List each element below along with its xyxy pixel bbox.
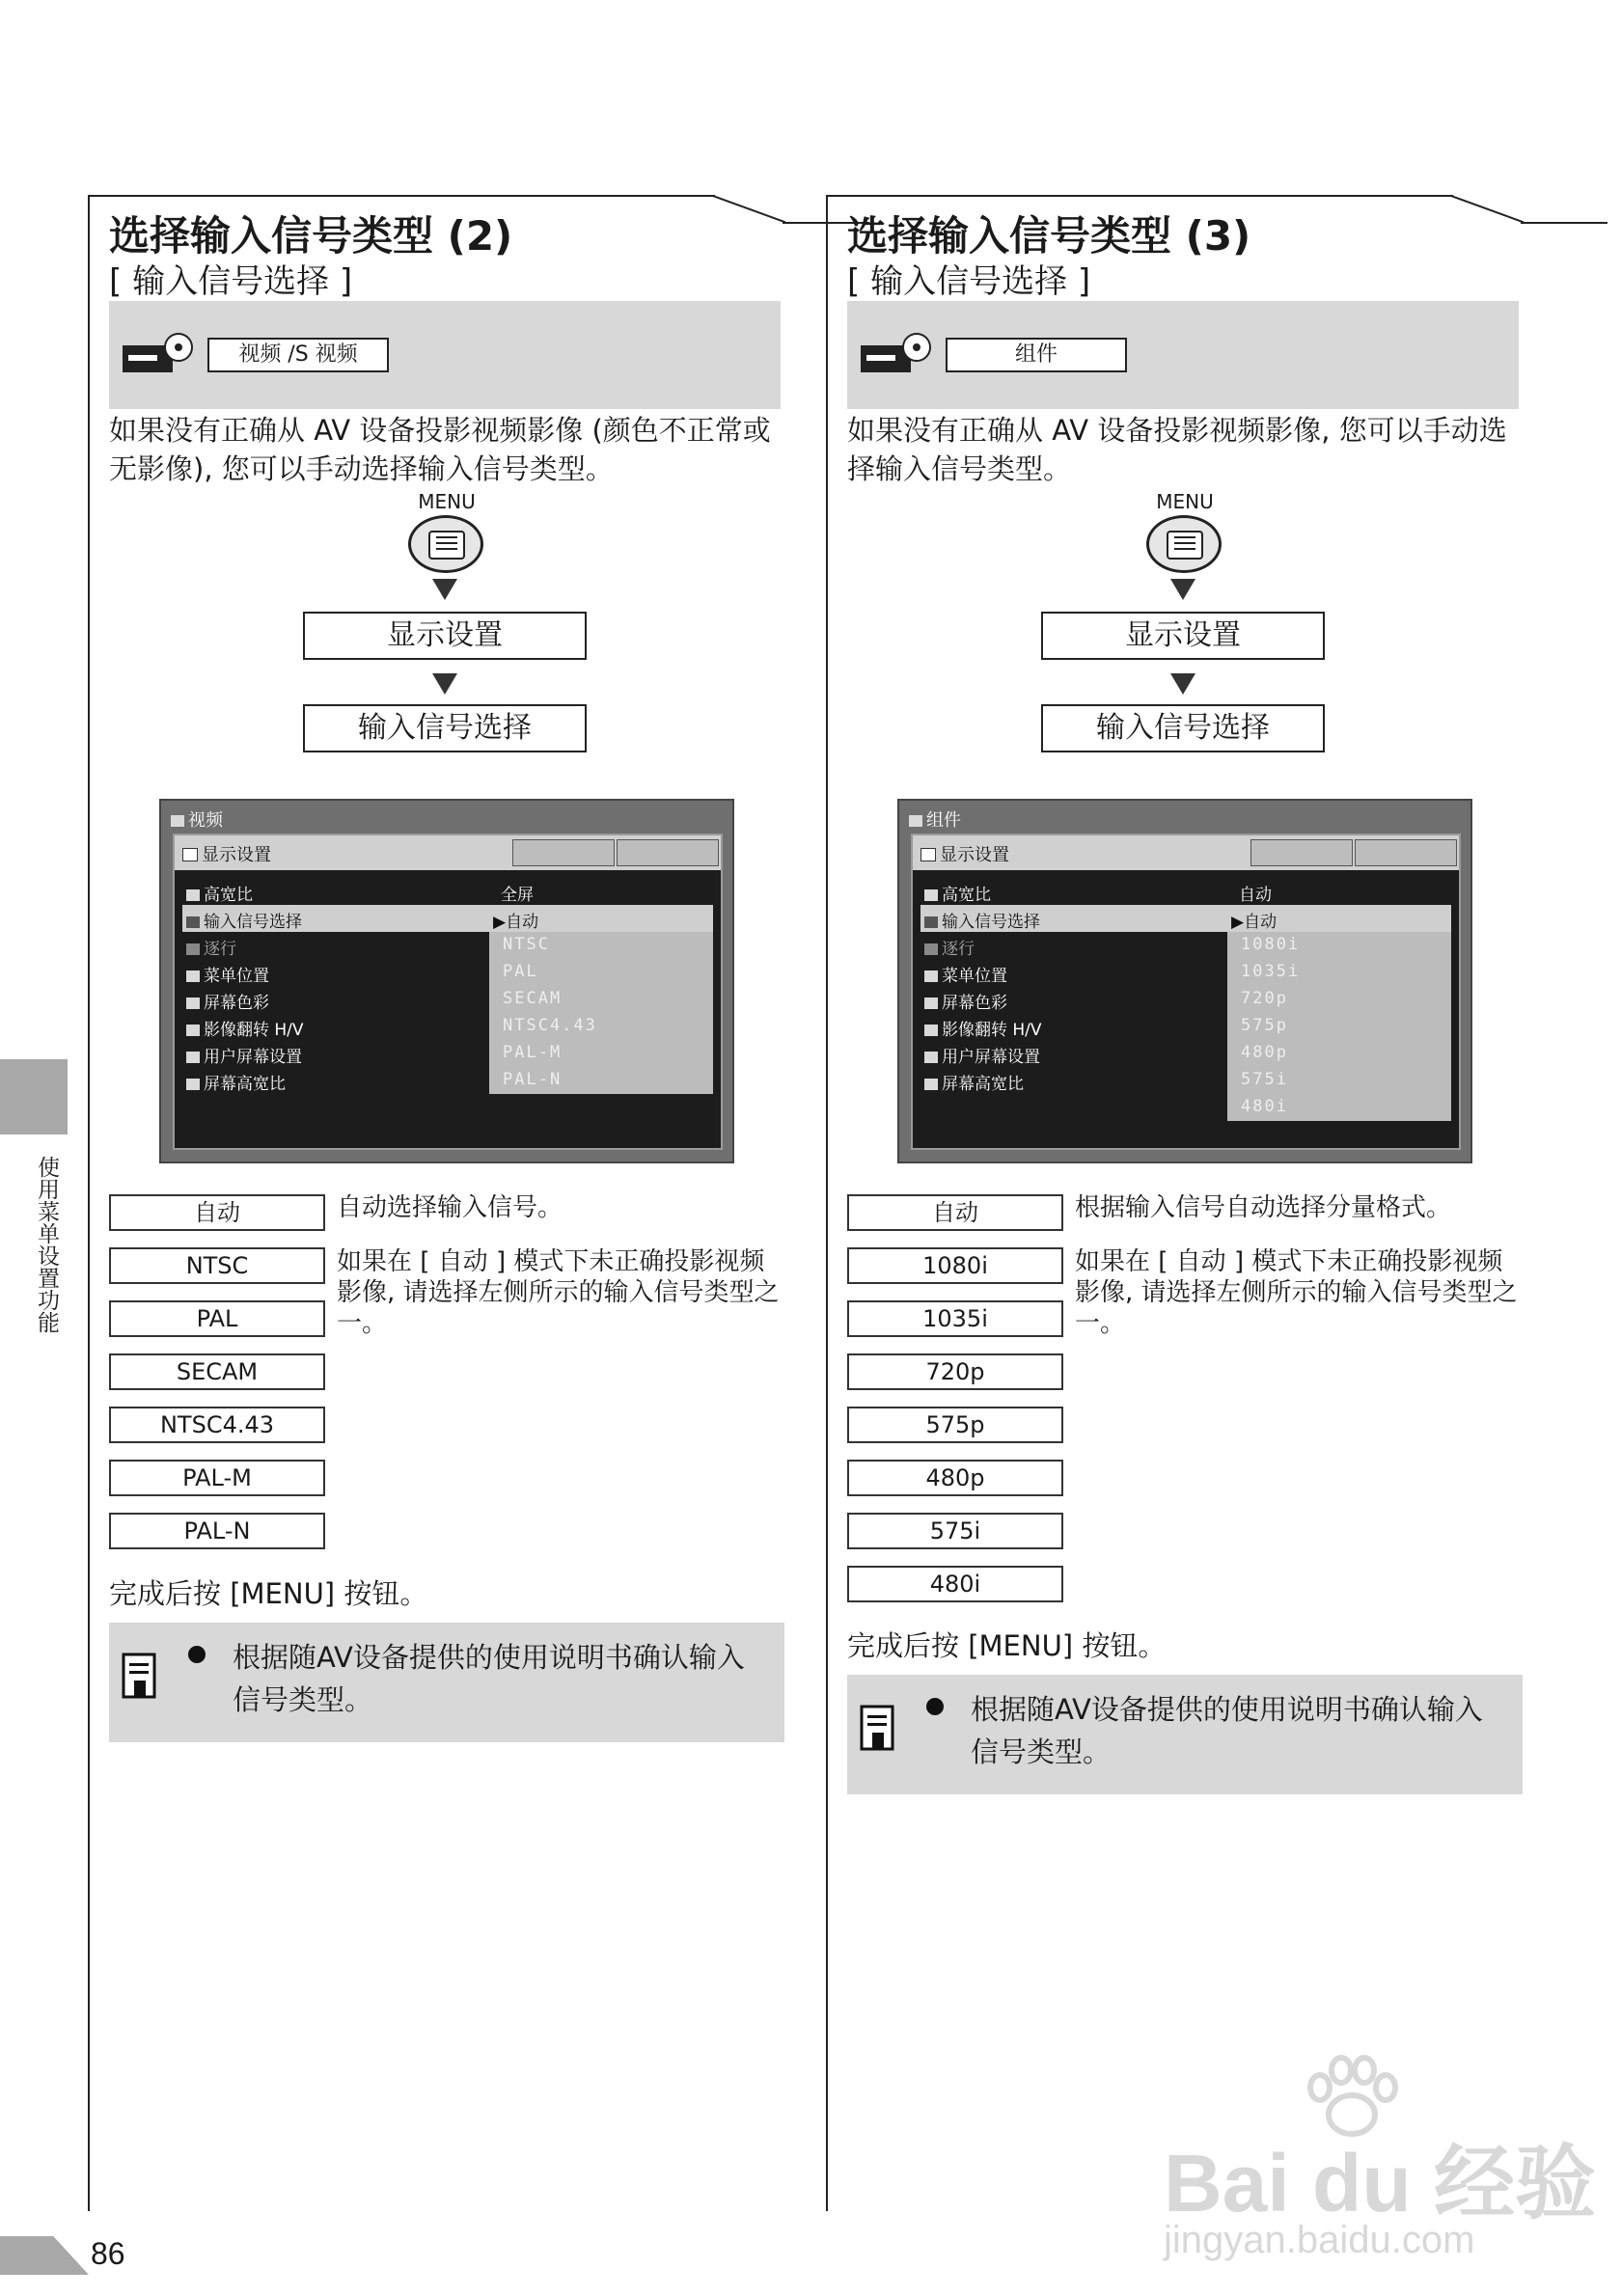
osd-row: 输入信号选择 ▶自动 [920, 905, 1451, 932]
option-1035i: 1035i [847, 1300, 1063, 1337]
av-device-icon [121, 330, 198, 378]
input-icon [924, 916, 938, 928]
option-1080i: 1080i [847, 1247, 1063, 1284]
osd-row: 菜单位置 [182, 959, 713, 986]
osd-screenshot [159, 799, 734, 1163]
osd-header: 视频 [171, 806, 223, 832]
menu-position-icon [186, 970, 200, 982]
osd-row: 屏幕高宽比 [182, 1067, 713, 1094]
header-rule-end [1521, 222, 1607, 224]
menu-label: MENU [1156, 490, 1214, 513]
section-title: 选择输入信号类型 (3) [847, 212, 1251, 260]
osd-row: 屏幕色彩 [182, 986, 713, 1013]
flip-icon [924, 1025, 938, 1036]
screen-color-icon [186, 998, 200, 1009]
option-ntsc443: NTSC4.43 [109, 1407, 325, 1443]
osd-screenshot [897, 799, 1472, 1163]
progressive-icon [924, 943, 938, 955]
note-text: 根据随AV设备提供的使用说明书确认输入信号类型。 [971, 1693, 1483, 1768]
component-icon [909, 815, 922, 827]
header-rule-diagonal [712, 195, 785, 223]
screen-icon [920, 848, 936, 861]
section-right [826, 195, 1525, 2211]
arrow-down-icon [432, 673, 457, 695]
option-pal-m: PAL-M [109, 1460, 325, 1496]
osd-row: 屏幕高宽比 [920, 1067, 1451, 1094]
arrow-down-icon [1170, 673, 1195, 695]
desc-manual: 如果在 [ 自动 ] 模式下未正确投影视频影像, 请选择左侧所示的输入信号类型之一。 [1075, 1247, 1518, 1338]
signal-bar [847, 301, 1519, 409]
intro-text: 如果没有正确从 AV 设备投影视频影像 (颜色不正常或无影像), 您可以手动选择输入信号类型。 [109, 414, 771, 485]
osd-tab-title: 显示设置 [920, 841, 1009, 866]
note-text: 根据随AV设备提供的使用说明书确认输入信号类型。 [233, 1641, 745, 1716]
column-rule [88, 195, 90, 2211]
signal-bar [109, 301, 781, 409]
watermark-url: jingyan.baidu.com [1164, 2219, 1475, 2261]
section-left [88, 195, 787, 2211]
option-480p: 480p [847, 1460, 1063, 1496]
osd-tab [1250, 839, 1353, 866]
watermark [1154, 2055, 1597, 2277]
option-480i: 480i [847, 1566, 1063, 1602]
av-device-icon [859, 330, 936, 378]
done-text: 完成后按 [MENU] 按钮。 [847, 1629, 1167, 1662]
section-subtitle: [ 输入信号选择 ] [847, 262, 1091, 301]
user-screen-icon [924, 1052, 938, 1063]
menu-button-icon [408, 515, 483, 573]
bullet-icon [188, 1646, 206, 1663]
flow-step-input-select: 输入信号选择 [303, 704, 587, 752]
progressive-icon [186, 943, 200, 955]
osd-header: 组件 [909, 806, 961, 832]
arrow-down-icon [1170, 579, 1195, 600]
page-number: 86 [91, 2236, 125, 2271]
option-auto: 自动 [109, 1194, 325, 1231]
section-tab [0, 1059, 68, 1134]
option-575p: 575p [847, 1407, 1063, 1443]
osd-row: 输入信号选择 ▶自动 [182, 905, 713, 932]
header-rule-diagonal [1450, 195, 1524, 223]
option-575i: 575i [847, 1513, 1063, 1549]
option-secam: SECAM [109, 1353, 325, 1390]
arrow-down-icon [432, 579, 457, 600]
osd-dropdown: 1080i 1035i 720p 575p 480p 575i 480i [1227, 932, 1451, 1121]
video-icon [171, 815, 184, 827]
flow-step-display-settings: 显示设置 [303, 612, 587, 660]
desc-manual: 如果在 [ 自动 ] 模式下未正确投影视频影像, 请选择左侧所示的输入信号类型之一。 [337, 1247, 780, 1338]
screen-aspect-icon [924, 1079, 938, 1090]
menu-button-icon [1146, 515, 1222, 573]
osd-dropdown: NTSC PAL SECAM NTSC4.43 PAL-M PAL-N [489, 932, 713, 1094]
done-text: 完成后按 [MENU] 按钮。 [109, 1577, 428, 1610]
flow-step-input-select: 输入信号选择 [1041, 704, 1325, 752]
section-label: 使用菜单设置功能 [34, 1156, 59, 1333]
osd-row: 逐行 [182, 932, 713, 959]
section-subtitle: [ 输入信号选择 ] [109, 262, 353, 301]
menu-position-icon [924, 970, 938, 982]
screen-color-icon [924, 998, 938, 1009]
note-box [109, 1623, 784, 1742]
option-auto: 自动 [847, 1194, 1063, 1231]
osd-tab [617, 839, 719, 866]
desc-auto: 自动选择输入信号。 [337, 1193, 563, 1222]
osd-tab [1355, 839, 1457, 866]
osd-row: 屏幕色彩 [920, 986, 1451, 1013]
signal-type-label: 组件 [946, 338, 1127, 372]
header-rule [88, 195, 715, 197]
screen-icon [182, 848, 198, 861]
osd-tab-title: 显示设置 [182, 841, 271, 866]
osd-tab [512, 839, 615, 866]
osd-row: 高宽比 全屏 [182, 878, 713, 905]
signal-type-label: 视频 /S 视频 [207, 338, 389, 372]
option-ntsc: NTSC [109, 1247, 325, 1284]
section-title: 选择输入信号类型 (2) [109, 212, 513, 260]
osd-row: 逐行 [920, 932, 1451, 959]
header-rule [826, 195, 1453, 197]
osd-row: 影像翻转 H/V [182, 1013, 713, 1040]
menu-label: MENU [418, 490, 476, 513]
aspect-icon [924, 889, 938, 901]
user-screen-icon [186, 1052, 200, 1063]
bullet-icon [926, 1698, 944, 1715]
note-icon [121, 1652, 159, 1704]
input-icon [186, 916, 200, 928]
osd-row: 用户屏幕设置 [920, 1040, 1451, 1067]
flow-step-display-settings: 显示设置 [1041, 612, 1325, 660]
note-box [847, 1675, 1523, 1794]
screen-aspect-icon [186, 1079, 200, 1090]
option-pal-n: PAL-N [109, 1513, 325, 1549]
osd-row: 影像翻转 H/V [920, 1013, 1451, 1040]
desc-auto: 根据输入信号自动选择分量格式。 [1075, 1193, 1452, 1222]
intro-text: 如果没有正确从 AV 设备投影视频影像, 您可以手动选择输入信号类型。 [847, 414, 1507, 485]
osd-row: 高宽比 自动 [920, 878, 1451, 905]
option-pal: PAL [109, 1300, 325, 1337]
watermark-brand: Bai du 经验 [1164, 2138, 1597, 2228]
osd-row: 用户屏幕设置 [182, 1040, 713, 1067]
column-rule [826, 195, 828, 2211]
note-icon [859, 1704, 897, 1756]
option-720p: 720p [847, 1353, 1063, 1390]
osd-row: 菜单位置 [920, 959, 1451, 986]
flip-icon [186, 1025, 200, 1036]
page-number-strip [0, 2236, 89, 2275]
aspect-icon [186, 889, 200, 901]
